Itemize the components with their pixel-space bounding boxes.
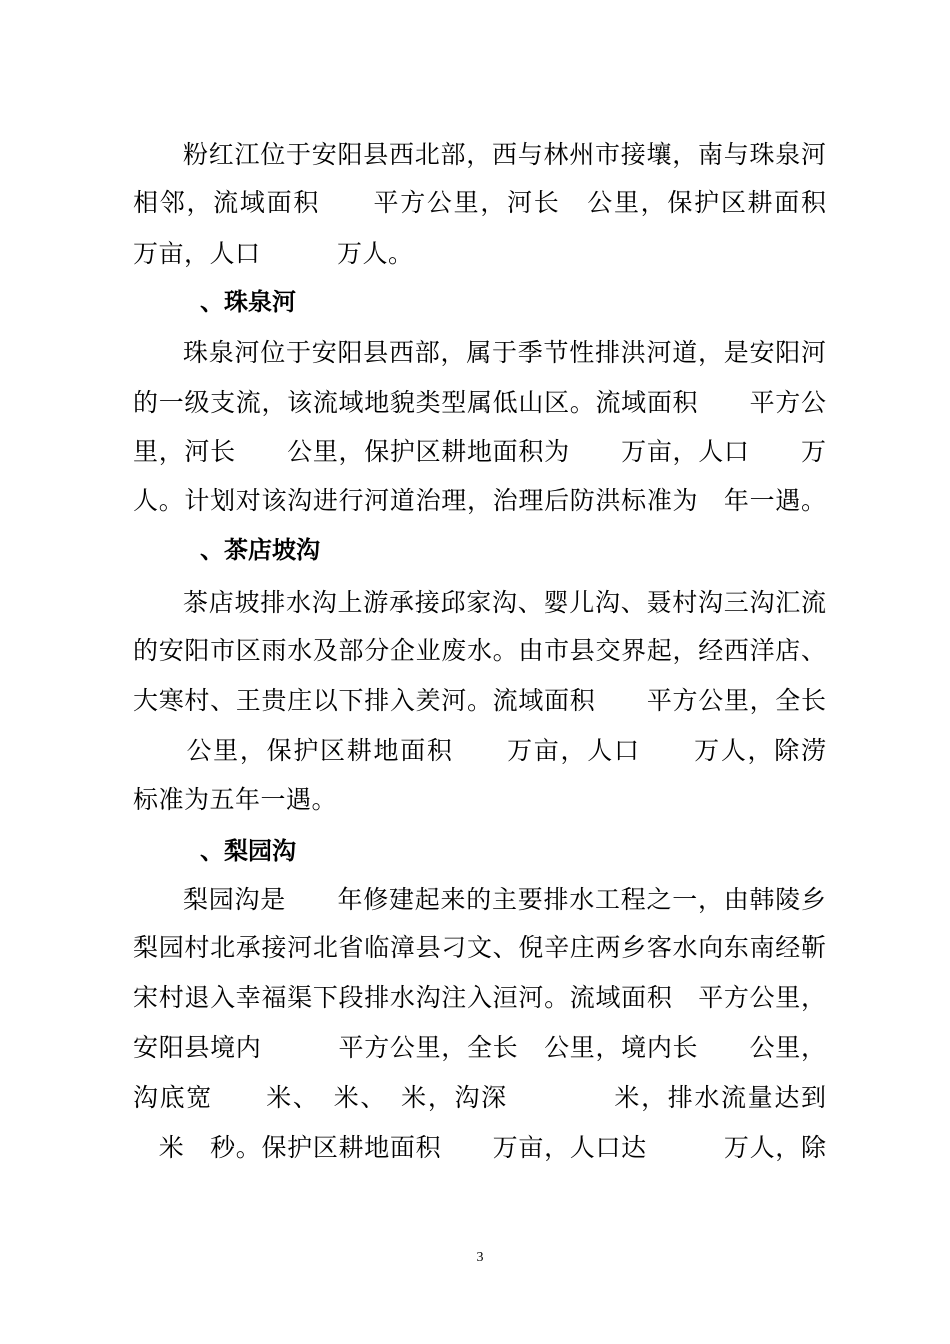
paragraph-line: 公里，保护区耕地面积 万亩，人口 万人，除涝: [133, 736, 826, 765]
paragraph-line: 沟底宽 米、 米、 米，沟深 米，排水流量达到: [133, 1083, 826, 1112]
paragraph-line: 里，河长 公里，保护区耕地面积为 万亩，人口 万: [133, 437, 826, 466]
paragraph-line: 安阳县境内 平方公里，全长 公里，境内长 公里，: [133, 1033, 826, 1062]
section-heading: 、梨园沟: [200, 837, 296, 865]
page-number: 3: [476, 1250, 484, 1265]
paragraph-line: 相邻，流域面积 平方公里，河长 公里，保护区耕面积: [133, 188, 851, 217]
section-heading: 、茶店坡沟: [200, 536, 320, 564]
paragraph-line: 万亩，人口 万人。: [133, 239, 414, 268]
paragraph-line: 米 秒。保护区耕地面积 万亩，人口达 万人，除: [133, 1133, 826, 1162]
paragraph-line: 标准为五年一遇。: [133, 785, 338, 814]
paragraph-line: 粉红江位于安阳县西北部，西与林州市接壤，南与珠泉河: [183, 140, 826, 169]
paragraph-line: 大寒村、王贵庄以下排入羑河。流域面积 平方公里，全长: [133, 686, 826, 715]
paragraph-line: 的一级支流，该流域地貌类型属低山区。流域面积 平方公: [133, 388, 826, 417]
paragraph-line: 人。计划对该沟进行河道治理，治理后防洪标准为 年一遇。: [133, 486, 826, 515]
paragraph-line: 梨园沟是 年修建起来的主要排水工程之一，由韩陵乡: [183, 885, 826, 914]
paragraph-line: 的安阳市区雨水及部分企业废水。由市县交界起，经西洋店、: [133, 636, 826, 665]
paragraph-line: 梨园村北承接河北省临漳县刁文、倪辛庄两乡客水向东南经靳: [133, 933, 826, 962]
paragraph-line: 茶店坡排水沟上游承接邱家沟、婴儿沟、聂村沟三沟汇流: [183, 588, 826, 617]
paragraph-line: 珠泉河位于安阳县西部，属于季节性排洪河道，是安阳河: [183, 338, 826, 367]
paragraph-line: 宋村退入幸福渠下段排水沟注入洹河。流域面积 平方公里，: [133, 983, 826, 1012]
section-heading: 、珠泉河: [200, 288, 296, 316]
